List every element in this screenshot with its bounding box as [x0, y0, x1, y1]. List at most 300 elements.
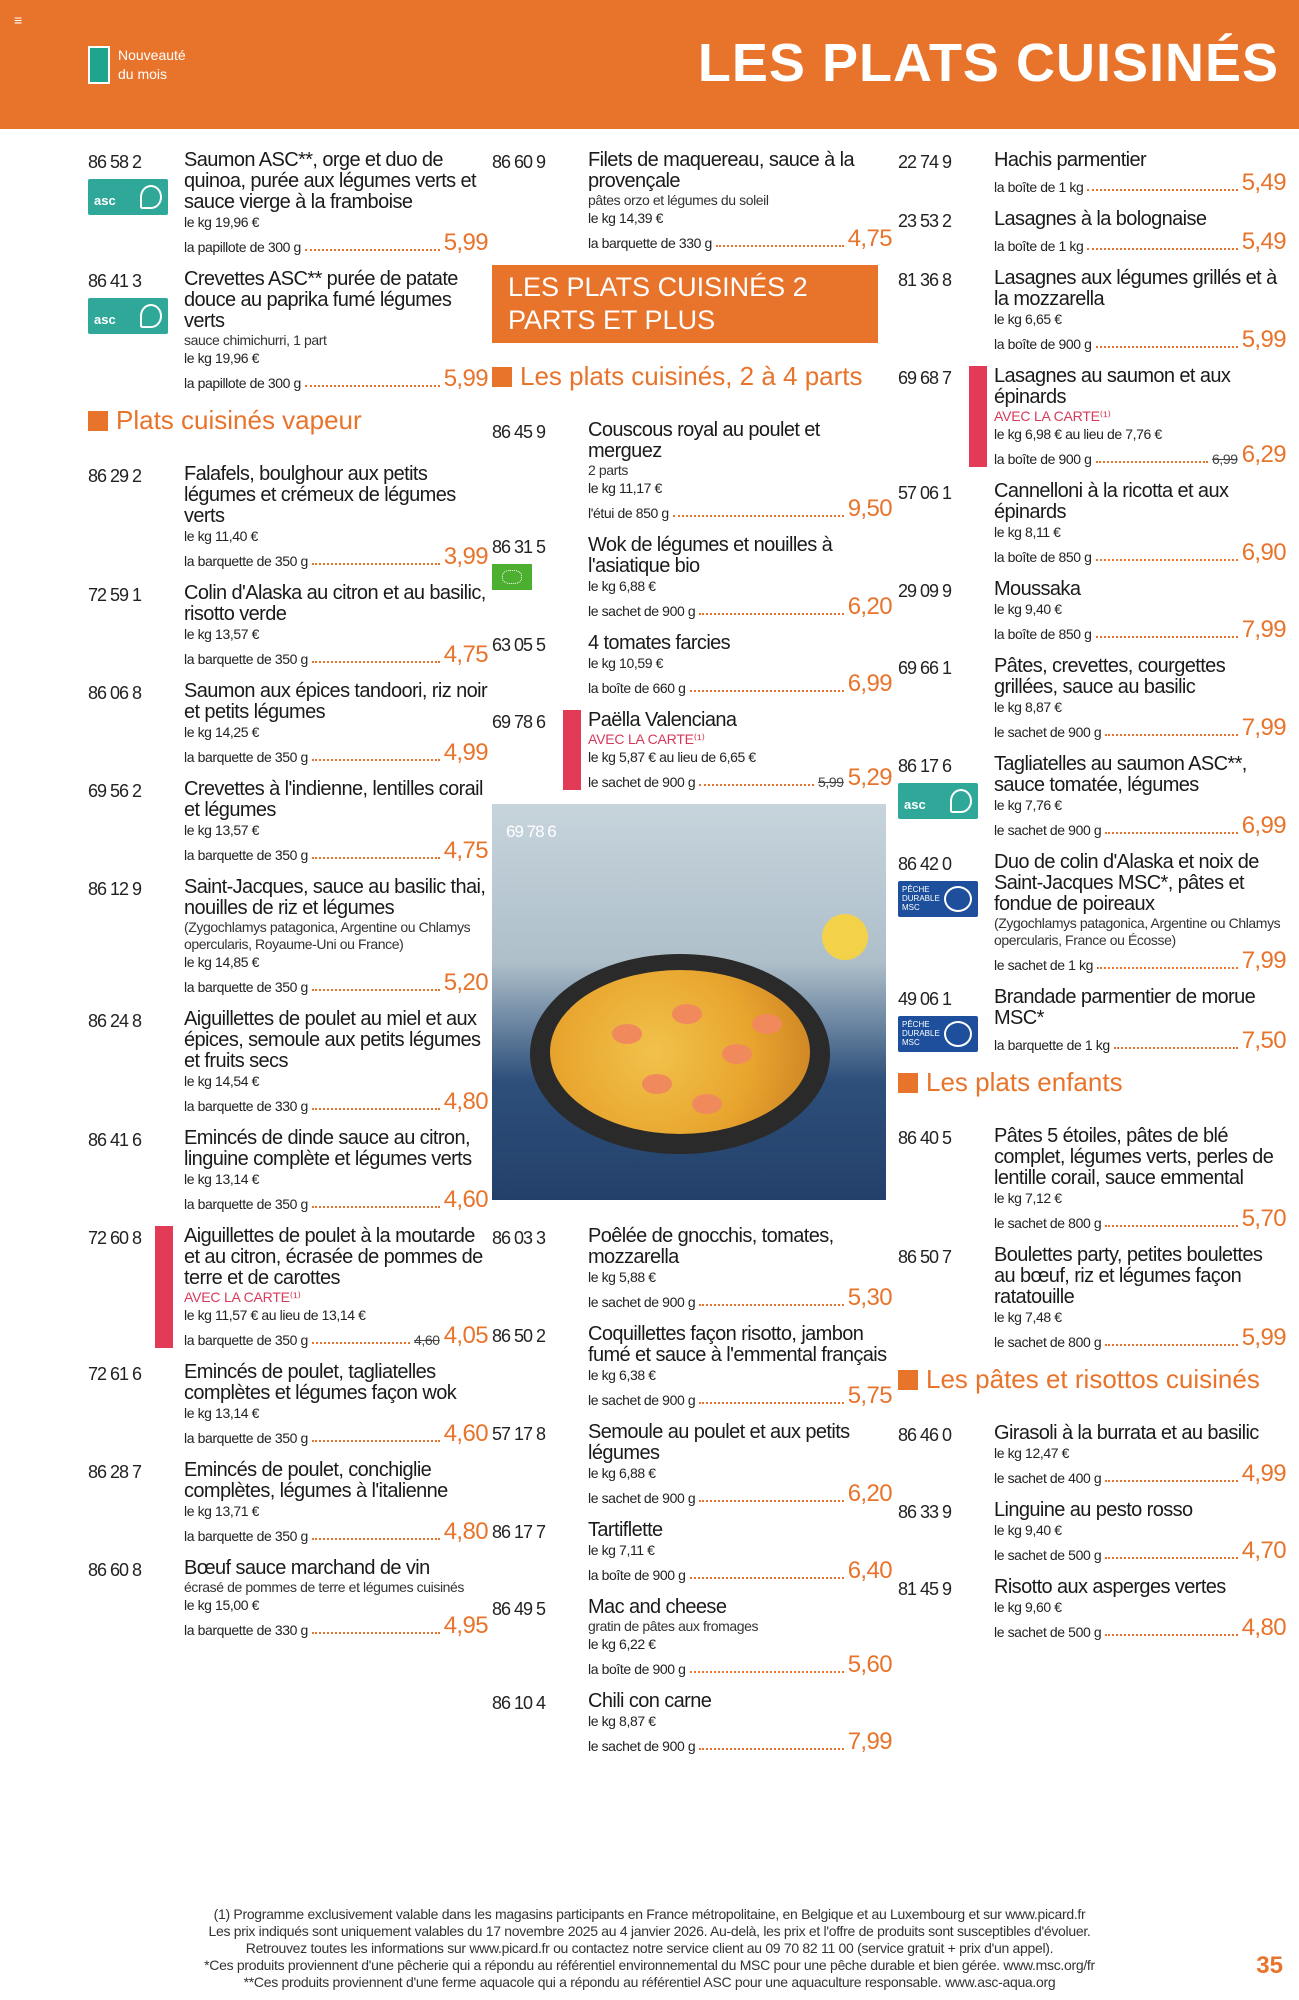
product-name: Saumon ASC**, orge et duo de quinoa, purée aux légumes verts et sauce vierge à la framboise: [184, 149, 477, 213]
product-ref-block: [88, 1362, 184, 1446]
dot-leader: [312, 1342, 410, 1344]
dot-leader: [1105, 1634, 1237, 1636]
section-square-icon: [492, 367, 512, 387]
price: 4,80: [1241, 1614, 1286, 1641]
unit-size: la boîte de 1 kg: [994, 238, 1084, 254]
product-item[interactable]: [492, 710, 892, 790]
price: 5,60: [847, 1651, 892, 1678]
product-ref-block: [492, 1691, 588, 1754]
product-item[interactable]: [898, 481, 1286, 565]
price-per-kg: le kg 14,39 €: [588, 210, 663, 226]
dot-leader: [1087, 189, 1237, 191]
product-body: [994, 366, 1286, 467]
product-ref-block: [898, 150, 994, 195]
price-line: [184, 1324, 488, 1348]
product-name: Emincés de poulet, tagliatelles complètes et légumes façon wok: [184, 1361, 457, 1404]
page-number: 35: [1256, 1952, 1283, 1979]
product-desc: (Zygochlamys patagonica, Argentine ou Chlamys opercularis, France ou Écosse): [994, 915, 1281, 948]
price: 7,99: [1241, 616, 1286, 643]
product-item[interactable]: [898, 150, 1286, 195]
product-ref-block: [898, 852, 994, 973]
shrimp-image: [672, 1004, 702, 1024]
product-item[interactable]: [88, 779, 488, 863]
product-ref: 86 45 9: [492, 422, 546, 442]
product-body: [588, 1324, 892, 1408]
dot-leader: [699, 1304, 843, 1306]
product-body: [184, 877, 488, 995]
product-item[interactable]: [88, 1558, 488, 1638]
loyalty-card-label: AVEC LA CARTE⁽¹⁾: [588, 731, 705, 747]
product-body: [994, 579, 1286, 642]
unit-size: la barquette de 330 g: [184, 1622, 308, 1638]
price: 4,99: [1241, 1460, 1286, 1487]
product-ref-block: [898, 481, 994, 565]
price: 4,75: [443, 837, 488, 864]
price-line: [588, 595, 892, 619]
dot-leader: [1096, 461, 1209, 463]
product-ref-block: [898, 1500, 994, 1563]
product-name: Aiguillettes de poulet à la moutarde et au citron, écrasée de pommes de terre et de carottes: [184, 1225, 483, 1289]
price-per-kg: le kg 11,57 € au lieu de 13,14 €: [184, 1307, 366, 1323]
product-item[interactable]: [492, 535, 892, 619]
product-ref-block: [88, 877, 184, 995]
product-body: [994, 268, 1286, 352]
price-line: [994, 618, 1286, 642]
price-line: [588, 1286, 892, 1310]
product-desc: pâtes orzo et légumes du soleil: [588, 192, 769, 208]
dot-leader: [716, 245, 844, 247]
price: 4,05: [443, 1322, 488, 1349]
price: 7,99: [1241, 947, 1286, 974]
dot-leader: [312, 563, 440, 565]
product-body: [994, 1126, 1286, 1231]
shrimp-image: [722, 1044, 752, 1064]
product-ref-block: [88, 1558, 184, 1638]
product-ref: 86 12 9: [88, 879, 142, 899]
section-banner: LES PLATS CUISINÉS 2 PARTS ET PLUS: [492, 265, 878, 343]
product-name: Semoule au poulet et aux petits légumes: [588, 1421, 850, 1464]
price: 5,75: [847, 1382, 892, 1409]
unit-size: la papillote de 300 g: [184, 375, 301, 391]
product-name: Tartiflette: [588, 1519, 663, 1541]
price-per-kg: le kg 8,11 €: [994, 524, 1061, 540]
product-name: Bœuf sauce marchand de vin: [184, 1557, 430, 1579]
product-item[interactable]: [492, 1226, 892, 1310]
unit-size: la barquette de 350 g: [184, 749, 308, 765]
price-line: [184, 1614, 488, 1638]
product-ref-block: [88, 150, 184, 255]
product-ref: 86 50 7: [898, 1247, 952, 1267]
paella-rice: [550, 970, 810, 1134]
product-ref: 86 06 8: [88, 683, 142, 703]
product-ref-block: [898, 1126, 994, 1231]
price-line: [994, 1462, 1286, 1486]
product-name: Cannelloni à la ricotta et aux épinards: [994, 480, 1229, 523]
product-ref-block: [898, 209, 994, 254]
price-per-kg: le kg 15,00 €: [184, 1597, 259, 1613]
product-body: [184, 1558, 488, 1638]
product-ref: 86 31 5: [492, 537, 546, 557]
product-name: Emincés de dinde sauce au citron, linguine complète et légumes verts: [184, 1127, 472, 1170]
dot-leader: [1096, 636, 1238, 638]
price-per-kg: le kg 7,11 €: [588, 1542, 655, 1558]
product-ref-block: [492, 633, 588, 696]
product-item[interactable]: [898, 987, 1286, 1053]
price-per-kg: le kg 13,57 €: [184, 822, 259, 838]
price: 6,20: [847, 593, 892, 620]
unit-size: le sachet de 800 g: [994, 1334, 1102, 1350]
dot-leader: [1105, 832, 1237, 834]
price-per-kg: le kg 8,87 €: [588, 1713, 656, 1729]
product-name: Couscous royal au poulet et merguez: [588, 419, 820, 462]
product-name: Pâtes 5 étoiles, pâtes de blé complet, légumes verts, perles de lentille corail, sauce emmental: [994, 1125, 1274, 1189]
section-square-icon: [898, 1073, 918, 1093]
section-title-text: Plats cuisinés vapeur: [116, 405, 362, 435]
price-per-kg: le kg 9,60 €: [994, 1599, 1062, 1615]
product-item[interactable]: [88, 681, 488, 765]
product-ref-block: [898, 1577, 994, 1640]
price-per-kg: le kg 6,88 €: [588, 1465, 656, 1481]
price-per-kg: le kg 11,17 €: [588, 480, 662, 496]
price: 5,49: [1241, 228, 1286, 255]
unit-size: la boîte de 900 g: [588, 1567, 686, 1583]
price-line: [184, 643, 488, 667]
product-item[interactable]: [492, 1422, 892, 1506]
product-item[interactable]: [898, 1245, 1286, 1350]
asc-logo-icon: asc: [88, 179, 168, 215]
price-line: [994, 1616, 1286, 1640]
product-desc: écrasé de pommes de terre et légumes cuisinés: [184, 1579, 465, 1595]
product-item[interactable]: [492, 633, 892, 696]
product-item[interactable]: [898, 579, 1286, 642]
product-body: [184, 1362, 488, 1446]
product-ref-block: [492, 1422, 588, 1506]
product-ref: 81 36 8: [898, 270, 952, 290]
dot-leader: [1105, 1480, 1237, 1482]
product-ref: 49 06 1: [898, 989, 952, 1009]
product-body: [184, 1009, 488, 1114]
price-per-kg: le kg 7,12 €: [994, 1190, 1062, 1206]
dot-leader: [1105, 734, 1237, 736]
product-item[interactable]: [898, 1126, 1286, 1231]
product-ref: 69 56 2: [88, 781, 142, 801]
dot-leader: [305, 249, 440, 251]
unit-size: la boîte de 850 g: [994, 626, 1092, 642]
msc-logo-icon: PÊCHE DURABLE MSC: [898, 881, 978, 917]
product-item[interactable]: [492, 1324, 892, 1408]
product-name: Moussaka: [994, 578, 1081, 600]
product-item[interactable]: [492, 1691, 892, 1754]
product-body: [994, 987, 1286, 1053]
price: 3,99: [443, 543, 488, 570]
paella-photo: [492, 804, 886, 1200]
product-item[interactable]: [88, 877, 488, 995]
unit-size: la boîte de 850 g: [994, 549, 1092, 565]
section-title: [898, 1364, 1286, 1395]
unit-size: le sachet de 500 g: [994, 1547, 1102, 1563]
product-item[interactable]: [898, 656, 1286, 740]
product-ref-block: [88, 1009, 184, 1114]
product-name: 4 tomates farcies: [588, 632, 731, 654]
product-name: Hachis parmentier: [994, 149, 1147, 171]
product-body: [994, 852, 1286, 973]
price-per-kg: le kg 10,59 €: [588, 655, 663, 671]
price-per-kg: le kg 5,88 €: [588, 1269, 656, 1285]
product-ref-block: [898, 579, 994, 642]
price-line: [994, 1029, 1286, 1053]
price-per-kg: le kg 14,54 €: [184, 1073, 259, 1089]
price-per-kg: le kg 9,40 €: [994, 601, 1062, 617]
product-item[interactable]: [88, 464, 488, 569]
section-title: [898, 1067, 1286, 1098]
price: 6,29: [1241, 441, 1286, 468]
price-line: [994, 716, 1286, 740]
product-name: Aiguillettes de poulet au miel et aux épices, semoule aux petits légumes et fruits secs: [184, 1008, 481, 1072]
product-body: [588, 420, 892, 521]
product-body: [994, 1245, 1286, 1350]
product-item[interactable]: [898, 1423, 1286, 1486]
price-line: [994, 1539, 1286, 1563]
price-per-kg: le kg 14,25 €: [184, 724, 259, 740]
product-body: [994, 754, 1286, 838]
product-body: [184, 779, 488, 863]
shrimp-image: [642, 1074, 672, 1094]
product-body: [184, 681, 488, 765]
column-3: [898, 150, 1286, 1654]
product-ref-block: [88, 681, 184, 765]
price-line: [588, 672, 892, 696]
price-per-kg: le kg 13,14 €: [184, 1171, 259, 1187]
product-ref-block: [492, 420, 588, 521]
product-ref: 86 33 9: [898, 1502, 952, 1522]
product-item[interactable]: [492, 1520, 892, 1583]
product-item[interactable]: [88, 150, 488, 255]
product-name: Chili con carne: [588, 1690, 712, 1712]
dot-leader: [699, 1402, 843, 1404]
product-body: [994, 1577, 1286, 1640]
product-ref: 29 09 9: [898, 581, 952, 601]
product-ref-block: [898, 987, 994, 1053]
footer-line: Les prix indiqués sont uniquement valables du 17 novembre 2025 au 4 janvier 2026. Au-delà, les prix et l'offre de produits sont susceptibles d'évoluer.: [208, 1923, 1091, 1939]
unit-size: l'étui de 850 g: [588, 505, 669, 521]
unit-size: la boîte de 1 kg: [994, 179, 1084, 195]
product-ref-block: [898, 1245, 994, 1350]
price: 4,75: [443, 641, 488, 668]
price-per-kg: le kg 11,40 €: [184, 528, 258, 544]
shrimp-image: [692, 1094, 722, 1114]
price: 4,80: [443, 1088, 488, 1115]
price: 4,60: [443, 1420, 488, 1447]
product-body: [184, 269, 488, 391]
product-ref: 86 50 2: [492, 1326, 546, 1346]
price-line: [994, 541, 1286, 565]
product-body: [588, 1597, 892, 1677]
price: 5,99: [443, 229, 488, 256]
price-line: [588, 1559, 892, 1583]
product-item[interactable]: [492, 1597, 892, 1677]
footer-line: (1) Programme exclusivement valable dans les magasins participants en France métropolitaine, en Belgique et au Luxembourg et sur www.picard.fr: [213, 1906, 1086, 1922]
dot-leader: [1096, 346, 1238, 348]
product-ref: 63 05 5: [492, 635, 546, 655]
product-ref-block: [88, 1460, 184, 1544]
product-body: [184, 1226, 488, 1348]
footer-line: *Ces produits proviennent d'une pêcherie qui a répondu au référentiel environnemental du MSC pour une pêche durable et bien gérée. www.msc.org/fr: [204, 1957, 1095, 1973]
price-line: [184, 1422, 488, 1446]
product-name: Crevettes ASC** purée de patate douce au paprika fumé légumes verts: [184, 268, 458, 332]
price-line: [184, 1090, 488, 1114]
product-ref: 86 17 6: [898, 756, 952, 776]
dot-leader: [1105, 1225, 1237, 1227]
price-line: [588, 227, 892, 251]
product-ref-block: [88, 779, 184, 863]
product-body: [588, 535, 892, 619]
product-ref: 86 29 2: [88, 466, 142, 486]
price: 4,95: [443, 1612, 488, 1639]
product-item[interactable]: [88, 1128, 488, 1212]
product-ref: 86 28 7: [88, 1462, 142, 1482]
footer-line: **Ces produits proviennent d'une ferme aquacole qui a répondu au référentiel ASC pour une aquaculture responsable. www.asc-aqua.org: [243, 1974, 1056, 1990]
product-item[interactable]: [88, 269, 488, 391]
dot-leader: [312, 989, 440, 991]
msc-logo-icon: PÊCHE DURABLE MSC: [898, 1016, 978, 1052]
product-name: Pâtes, crevettes, courgettes grillées, sauce au basilic: [994, 655, 1226, 698]
price-line: [994, 1326, 1286, 1350]
price: 6,40: [847, 1557, 892, 1584]
product-ref: 81 45 9: [898, 1579, 952, 1599]
unit-size: la boîte de 900 g: [994, 451, 1092, 467]
product-desc: (Zygochlamys patagonica, Argentine ou Chlamys opercularis, Royaume-Uni ou France): [184, 919, 471, 952]
price-per-kg: le kg 13,14 €: [184, 1405, 259, 1421]
product-item[interactable]: [492, 150, 892, 251]
price-per-kg: le kg 8,87 €: [994, 699, 1062, 715]
product-body: [588, 1226, 892, 1310]
product-ref-block: [898, 1423, 994, 1486]
product-name: Falafels, boulghour aux petits légumes et crémeux de légumes verts: [184, 463, 456, 527]
dot-leader: [1105, 1557, 1237, 1559]
unit-size: le sachet de 900 g: [588, 603, 696, 619]
price: 6,99: [1241, 812, 1286, 839]
loyalty-card-label: AVEC LA CARTE⁽¹⁾: [184, 1289, 301, 1305]
price: 5,99: [1241, 326, 1286, 353]
price-line: [994, 814, 1286, 838]
price: 5,70: [1241, 1205, 1286, 1232]
price: 5,49: [1241, 169, 1286, 196]
unit-size: la barquette de 1 kg: [994, 1037, 1110, 1053]
product-body: [184, 464, 488, 569]
product-ref-block: [492, 150, 588, 251]
product-ref: 86 24 8: [88, 1011, 142, 1031]
page-header: [0, 0, 1299, 129]
product-item[interactable]: [88, 583, 488, 667]
product-ref-block: [492, 1226, 588, 1310]
unit-size: la barquette de 350 g: [184, 651, 308, 667]
price-line: [994, 230, 1286, 254]
dot-leader: [1087, 248, 1237, 250]
price-per-kg: le kg 6,65 €: [994, 311, 1062, 327]
dot-leader: [312, 759, 440, 761]
price: 6,20: [847, 1480, 892, 1507]
dot-leader: [312, 1538, 440, 1540]
product-item[interactable]: [492, 420, 892, 521]
product-item[interactable]: [898, 852, 1286, 973]
product-ref: 86 41 3: [88, 271, 142, 291]
unit-size: la barquette de 350 g: [184, 1430, 308, 1446]
price: 4,75: [847, 225, 892, 252]
section-title-text: Les plats cuisinés, 2 à 4 parts: [520, 361, 863, 391]
price-line: [588, 1384, 892, 1408]
price-line: [994, 949, 1286, 973]
dot-leader: [312, 1206, 440, 1208]
product-item[interactable]: [898, 1577, 1286, 1640]
product-ref-block: [492, 1324, 588, 1408]
loyalty-card-label: AVEC LA CARTE⁽¹⁾: [994, 408, 1111, 424]
product-item[interactable]: [898, 1500, 1286, 1563]
product-item[interactable]: [88, 1460, 488, 1544]
product-ref: 72 61 6: [88, 1364, 142, 1384]
dot-leader: [699, 1748, 843, 1750]
footer-line: Retrouvez toutes les informations sur www.picard.fr ou contactez notre service client au 09 70 82 11 00 (service gratuit + prix d'un appel).: [245, 1940, 1054, 1956]
product-name: Tagliatelles au saumon ASC**, sauce tomatée, légumes: [994, 753, 1247, 796]
product-item[interactable]: [898, 209, 1286, 254]
product-name: Wok de légumes et nouilles à l'asiatique bio: [588, 534, 833, 577]
product-ref-block: [898, 268, 994, 352]
product-item[interactable]: [898, 366, 1286, 467]
new-of-month-badge: [88, 46, 186, 84]
product-body: [588, 710, 892, 790]
unit-size: la barquette de 350 g: [184, 979, 308, 995]
product-item[interactable]: [88, 1362, 488, 1446]
price: 5,99: [443, 365, 488, 392]
price: 4,99: [443, 739, 488, 766]
unit-size: le sachet de 900 g: [588, 1392, 696, 1408]
unit-size: la boîte de 900 g: [588, 1661, 686, 1677]
price: 7,99: [847, 1728, 892, 1755]
product-ref: 69 68 7: [898, 368, 952, 388]
unit-size: le sachet de 900 g: [588, 1738, 696, 1754]
price-per-kg: le kg 6,98 € au lieu de 7,76 €: [994, 426, 1162, 442]
product-name: Emincés de poulet, conchiglie complètes, légumes à l'italienne: [184, 1459, 448, 1502]
product-ref: 86 49 5: [492, 1599, 546, 1619]
price-line: [184, 231, 488, 255]
product-item[interactable]: [88, 1009, 488, 1114]
product-ref: 72 60 8: [88, 1228, 142, 1248]
product-ref: 86 40 5: [898, 1128, 952, 1148]
product-ref: 23 53 2: [898, 211, 952, 231]
price: 4,80: [443, 1518, 488, 1545]
section-title: [492, 361, 892, 392]
product-body: [184, 1128, 488, 1212]
price: 9,50: [847, 495, 892, 522]
product-item[interactable]: [898, 754, 1286, 838]
badge-line-1: Nouveauté: [118, 47, 186, 63]
lemon-image: [822, 914, 868, 960]
dot-leader: [1105, 1344, 1237, 1346]
price: 6,99: [847, 670, 892, 697]
price: 5,29: [847, 764, 892, 791]
product-ref-block: [88, 269, 184, 391]
unit-size: le sachet de 900 g: [588, 1294, 696, 1310]
product-item[interactable]: [898, 268, 1286, 352]
product-item[interactable]: [88, 1226, 488, 1348]
asc-logo-icon: asc: [88, 298, 168, 334]
unit-size: la barquette de 350 g: [184, 553, 308, 569]
product-body: [184, 150, 488, 255]
section-square-icon: [898, 1370, 918, 1390]
price-line: [994, 1207, 1286, 1231]
price-line: [588, 1653, 892, 1677]
price: 5,30: [847, 1284, 892, 1311]
product-name: Risotto aux asperges vertes: [994, 1576, 1226, 1598]
